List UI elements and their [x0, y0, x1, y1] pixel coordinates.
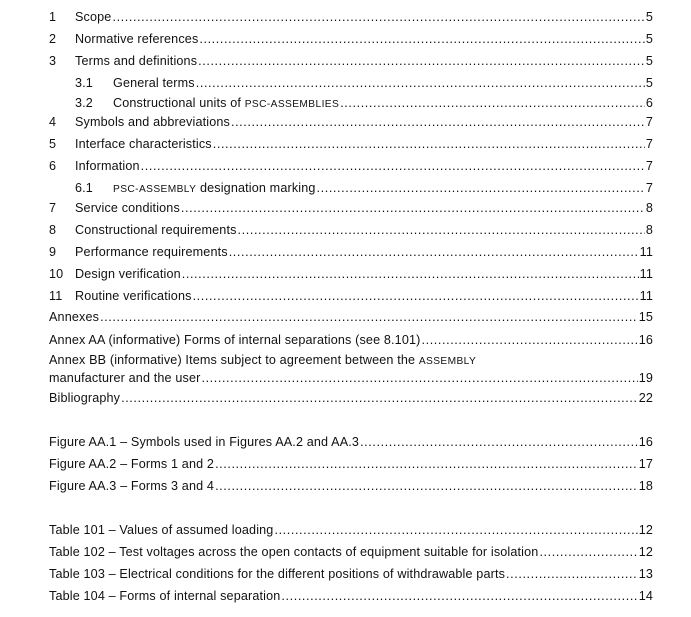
toc-page: 5	[645, 54, 653, 68]
toc-title: Performance requirements	[75, 245, 228, 259]
toc-entry-annex-bb[interactable]	[49, 369, 653, 387]
toc-entry-annex-aa[interactable]	[49, 331, 653, 349]
toc-page: 7	[645, 115, 653, 129]
leader-dots	[141, 157, 645, 175]
toc-number: 4	[49, 115, 57, 129]
leader-dots	[231, 113, 645, 131]
toc-entry-annex-bb-line1[interactable]	[49, 351, 476, 371]
toc-title: Figure AA.2 – Forms 1 and 2	[49, 457, 215, 471]
toc-page: 5	[645, 10, 653, 24]
toc-number: 6	[49, 159, 57, 173]
toc-page: 11	[639, 267, 653, 281]
toc-entry-figure-aa3[interactable]	[49, 477, 653, 495]
leader-dots	[506, 565, 638, 583]
leader-dots	[317, 179, 645, 197]
toc-title: Table 103 – Electrical conditions for the different positions of withdrawable parts	[49, 567, 506, 581]
toc-page: 16	[638, 333, 653, 347]
toc-entry-3-1[interactable]	[75, 74, 653, 92]
leader-dots	[213, 135, 645, 153]
toc-title: Symbols and abbreviations	[75, 115, 230, 129]
toc-number: 2	[49, 32, 57, 46]
toc-entry-5[interactable]	[49, 135, 653, 153]
toc-title	[113, 179, 316, 199]
toc-title: Table 102 – Test voltages across the open contacts of equipment suitable for isolation	[49, 545, 539, 559]
leader-dots	[238, 221, 645, 239]
toc-entry-bibliography[interactable]	[49, 389, 653, 407]
toc-title-text: Annex BB (informative) Items subject to agreement between the	[49, 353, 419, 367]
toc-title-smallcaps: PSC-ASSEMBLY	[113, 184, 197, 195]
toc-page: 5	[645, 32, 653, 46]
toc-title-text: Constructional units of	[113, 96, 245, 110]
toc-entry-3-2[interactable]	[75, 94, 653, 112]
toc-entry-3[interactable]	[49, 52, 653, 70]
toc-number: 1	[49, 10, 57, 24]
toc-title: Figure AA.3 – Forms 3 and 4	[49, 479, 215, 493]
toc-title: Scope	[75, 10, 112, 24]
toc-page: 16	[638, 435, 653, 449]
toc-page: 18	[638, 479, 653, 493]
toc-page: 7	[645, 181, 653, 195]
toc-entry-1[interactable]	[49, 8, 653, 26]
toc-page: 15	[638, 310, 653, 324]
leader-dots	[340, 94, 645, 112]
toc-title: Table 104 – Forms of internal separation	[49, 589, 281, 603]
toc-entry-table-101[interactable]	[49, 521, 653, 539]
toc-number: 9	[49, 245, 57, 259]
toc-title: Information	[75, 159, 140, 173]
toc-title: Table 101 – Values of assumed loading	[49, 523, 274, 537]
toc-page: 8	[645, 223, 653, 237]
leader-dots	[281, 587, 637, 605]
toc-page: 7	[645, 159, 653, 173]
toc-page: 11	[639, 245, 653, 259]
leader-dots	[199, 30, 644, 48]
toc-number: 11	[49, 289, 63, 303]
toc-entry-4[interactable]	[49, 113, 653, 131]
toc-title: manufacturer and the user	[49, 371, 201, 385]
toc-page: 12	[638, 545, 653, 559]
toc-number: 3.2	[75, 96, 93, 110]
toc-page: 14	[638, 589, 653, 603]
toc-title: Normative references	[75, 32, 199, 46]
toc-entry-6-1[interactable]	[75, 179, 653, 197]
toc-page: 11	[639, 289, 653, 303]
toc-entry-figure-aa2[interactable]	[49, 455, 653, 473]
toc-number: 6.1	[75, 181, 93, 195]
toc-title: Constructional requirements	[75, 223, 237, 237]
toc-number: 8	[49, 223, 57, 237]
leader-dots	[198, 52, 645, 70]
leader-dots	[100, 308, 638, 326]
toc-number: 5	[49, 137, 57, 151]
leader-dots	[422, 331, 638, 349]
leader-dots	[360, 433, 638, 451]
toc-title: Routine verifications	[75, 289, 192, 303]
toc-title-smallcaps: ASSEMBLY	[418, 356, 477, 367]
toc-entry-2[interactable]	[49, 30, 653, 48]
toc-entry-annexes[interactable]	[49, 308, 653, 326]
leader-dots	[181, 199, 645, 217]
toc-entry-figure-aa1[interactable]	[49, 433, 653, 451]
toc-title: Annexes	[49, 310, 100, 324]
toc-page: 22	[638, 391, 653, 405]
toc-title: Design verification	[75, 267, 181, 281]
toc-page: 7	[645, 137, 653, 151]
toc-title: Figure AA.1 – Symbols used in Figures AA.2 and AA.3	[49, 435, 360, 449]
toc-number: 10	[49, 267, 64, 281]
leader-dots	[193, 287, 639, 305]
leader-dots	[215, 477, 638, 495]
toc-page: 8	[645, 201, 653, 215]
toc-entry-11[interactable]	[49, 287, 653, 305]
toc-entry-table-103[interactable]	[49, 565, 653, 583]
toc-page: 17	[638, 457, 653, 471]
toc-number: 3	[49, 54, 57, 68]
leader-dots	[121, 389, 638, 407]
leader-dots	[201, 369, 637, 387]
leader-dots	[112, 8, 644, 26]
toc-title: Service conditions	[75, 201, 180, 215]
toc-entry-9[interactable]	[49, 243, 653, 261]
toc-page: 19	[638, 371, 653, 385]
toc-page: 5	[645, 76, 653, 90]
toc-number: 7	[49, 201, 57, 215]
leader-dots	[274, 521, 637, 539]
toc-title-smallcaps: PSC-ASSEMBLIES	[244, 99, 340, 110]
leader-dots	[196, 74, 645, 92]
leader-dots	[182, 265, 639, 283]
toc-title: General terms	[113, 76, 195, 90]
leader-dots	[215, 455, 638, 473]
toc-title: Interface characteristics	[75, 137, 212, 151]
toc-entry-10[interactable]	[49, 265, 653, 283]
toc-entry-table-102[interactable]	[49, 543, 653, 561]
leader-dots	[229, 243, 639, 261]
toc-page: 13	[638, 567, 653, 581]
toc-title: Annex AA (informative) Forms of internal separations (see 8.101)	[49, 333, 421, 347]
toc-title: Bibliography	[49, 391, 121, 405]
toc-page: 12	[638, 523, 653, 537]
toc-title-text: designation marking	[196, 181, 316, 195]
toc-entry-7[interactable]	[49, 199, 653, 217]
leader-dots	[539, 543, 637, 561]
toc-number: 3.1	[75, 76, 93, 90]
toc-title	[113, 94, 339, 114]
toc-entry-8[interactable]	[49, 221, 653, 239]
toc-page: 6	[645, 96, 653, 110]
toc-entry-table-104[interactable]	[49, 587, 653, 605]
toc-entry-6[interactable]	[49, 157, 653, 175]
toc-title: Terms and definitions	[75, 54, 198, 68]
